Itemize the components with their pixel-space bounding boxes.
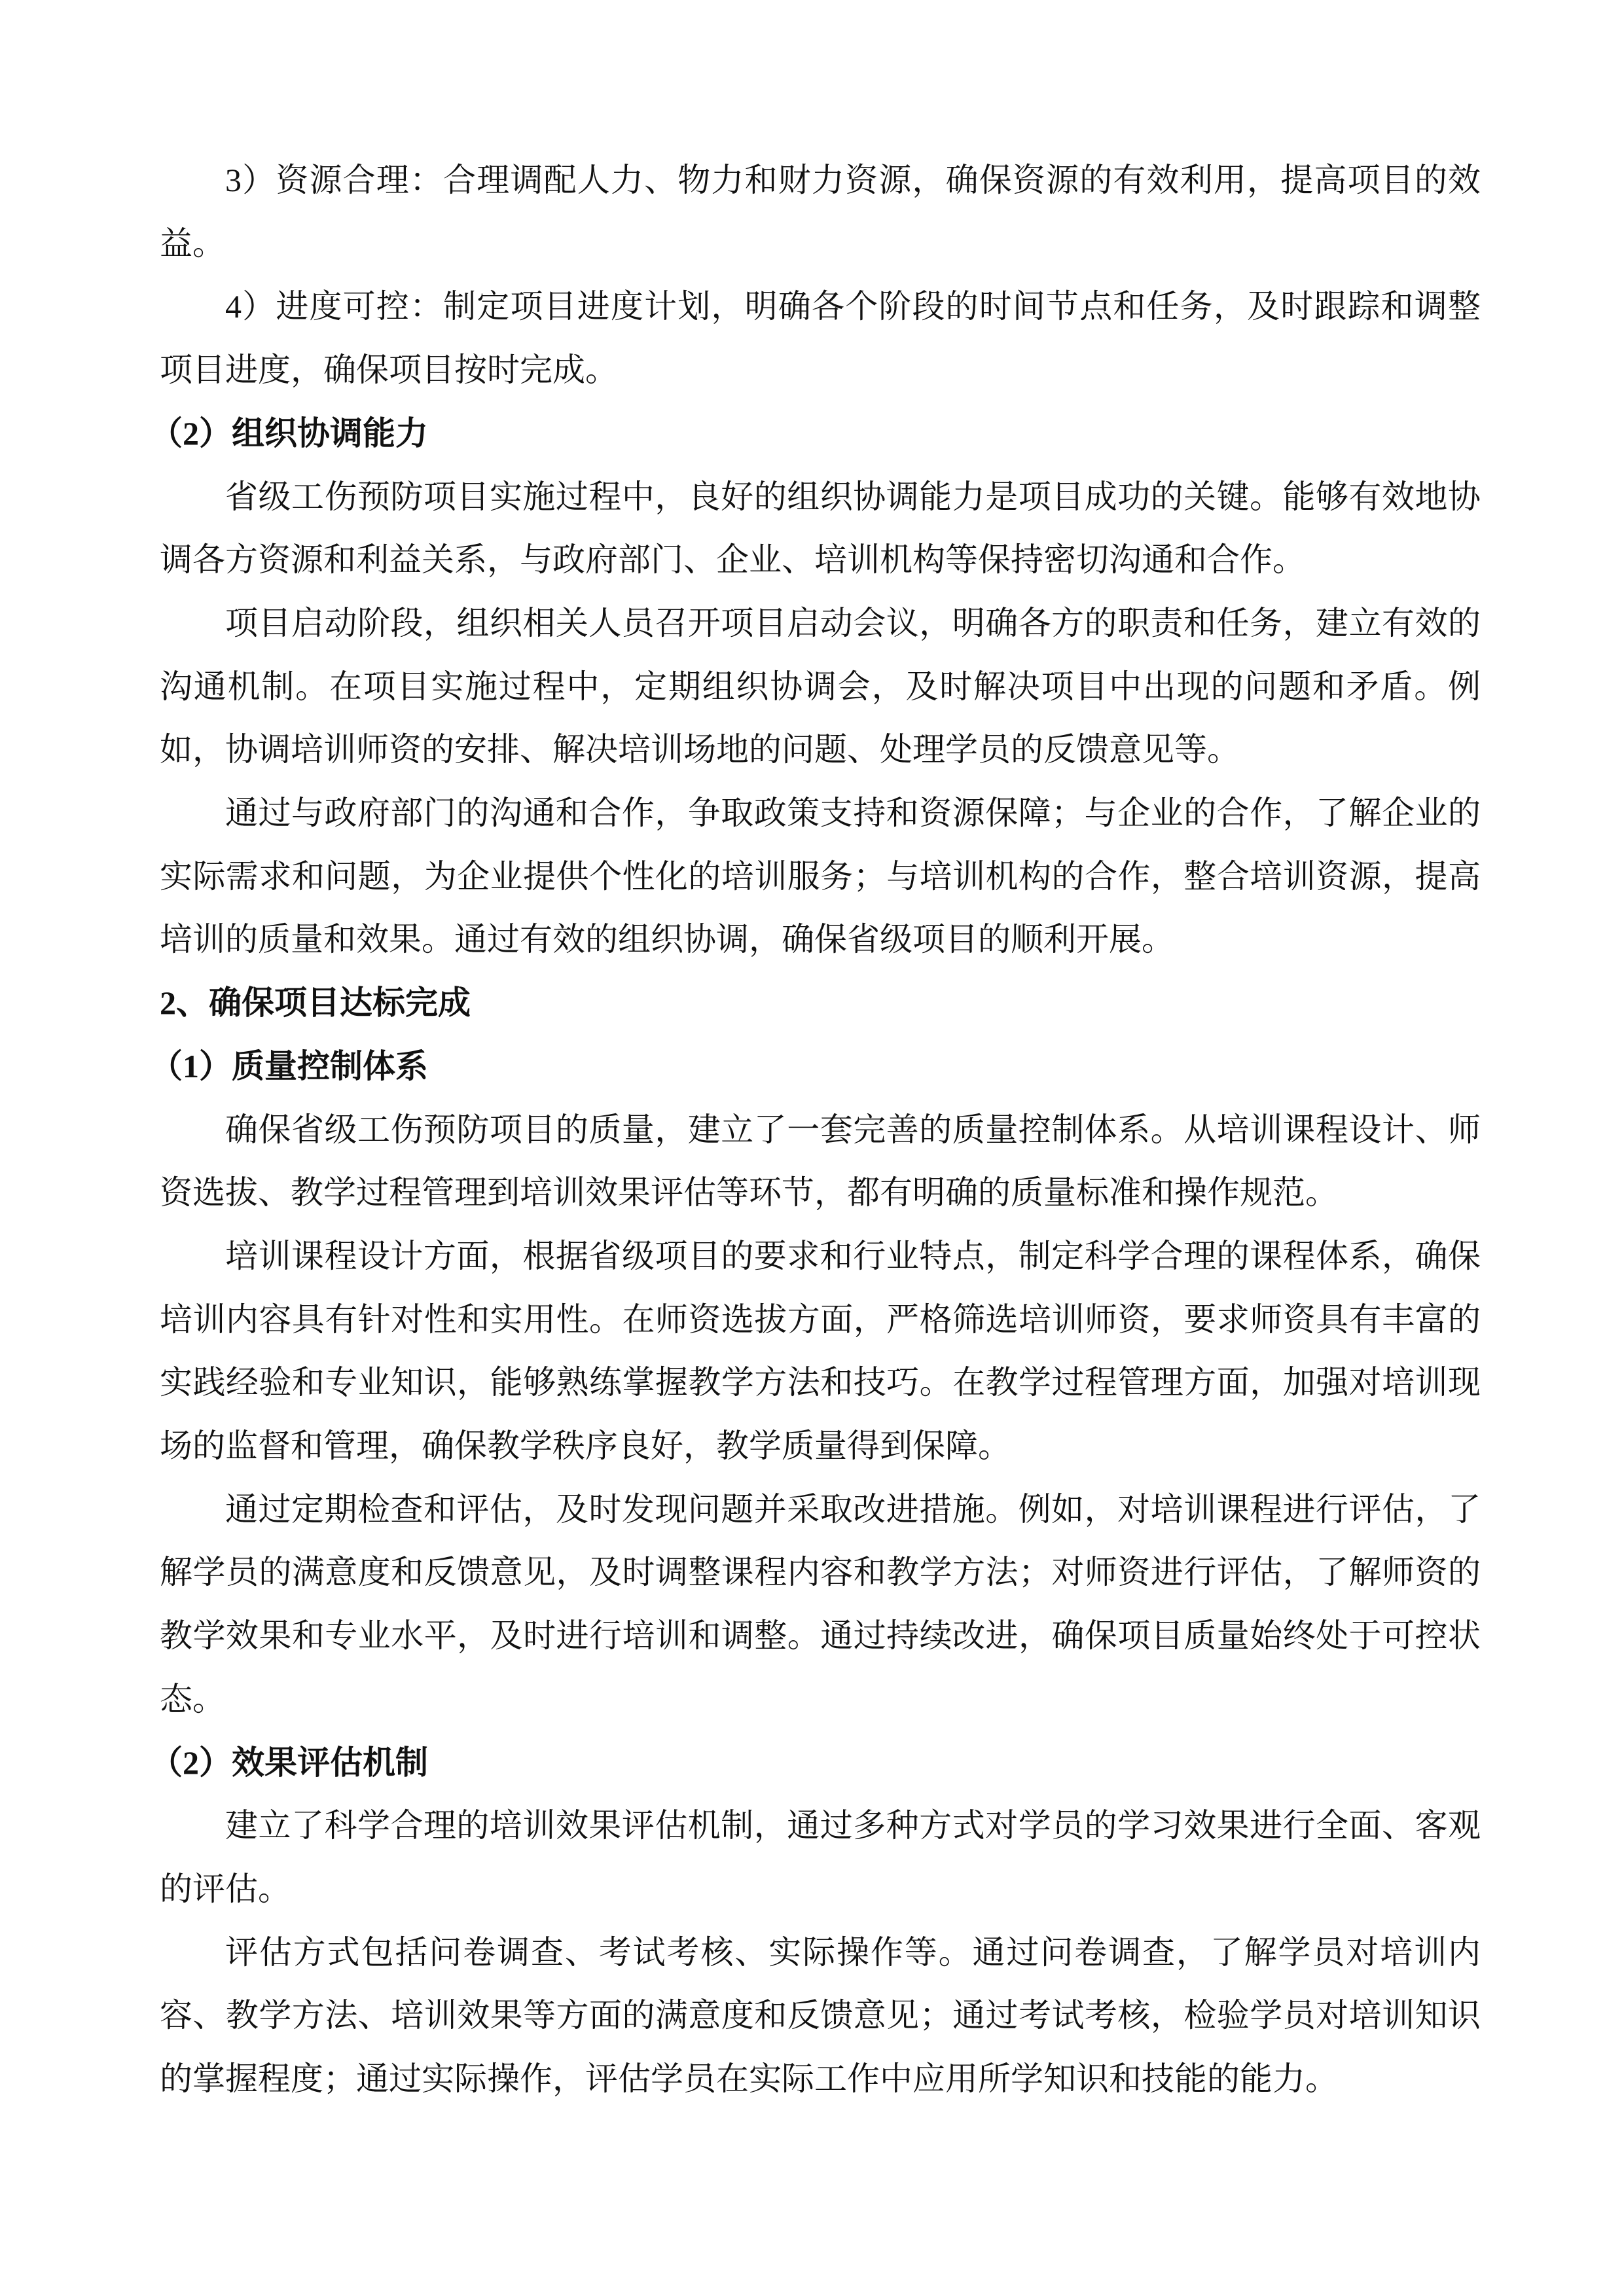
heading-evaluation: （2）效果评估机制	[150, 1744, 428, 1781]
paragraph-evaluation-intro: 建立了科学合理的培训效果评估机制，通过多种方式对学员的学习效果进行全面、客观的评估。	[160, 1807, 1481, 1907]
paragraph-inspection: 通过定期检查和评估，及时发现问题并采取改进措施。例如，对培训课程进行评估，了解学员的满意度和反馈意见，及时调整课程内容和教学方法；对师资进行评估，了解师资的教学效果和专业水平，及时进行培训和调整。通过持续改进，确保项目质量始终处于可控状态。	[160, 1490, 1481, 1717]
paragraph-resources: 3）资源合理：合理调配人力、物力和财力资源，确保资源的有效利用，提高项目的效益。	[160, 162, 1481, 262]
paragraph-schedule: 4）进度可控：制定项目进度计划，明确各个阶段的时间节点和任务，及时跟踪和调整项目进度，确保项目按时完成。	[160, 288, 1481, 389]
paragraph-organization-intro: 省级工伤预防项目实施过程中，良好的组织协调能力是项目成功的关键。能够有效地协调各方资源和利益关系，与政府部门、企业、培训机构等保持密切沟通和合作。	[160, 478, 1481, 579]
paragraph-quality-intro: 确保省级工伤预防项目的质量，建立了一套完善的质量控制体系。从培训课程设计、师资选拔、教学过程管理到培训效果评估等环节，都有明确的质量标准和操作规范。	[160, 1111, 1481, 1211]
paragraph-project-launch: 项目启动阶段，组织相关人员召开项目启动会议，明确各方的职责和任务，建立有效的沟通机制。在项目实施过程中，定期组织协调会，及时解决项目中出现的问题和矛盾。例如，协调培训师资的安排、解决培训场地的问题、处理学员的反馈意见等。	[160, 604, 1481, 768]
paragraph-cooperation: 通过与政府部门的沟通和合作，争取政策支持和资源保障；与企业的合作，了解企业的实际需求和问题，为企业提供个性化的培训服务；与培训机构的合作，整合培训资源，提高培训的质量和效果。通过有效的组织协调，确保省级项目的顺利开展。	[160, 795, 1481, 958]
document-page	[150, 149, 1481, 2111]
heading-ensure-completion: 2、确保项目达标完成	[160, 984, 471, 1022]
heading-organization: （2）组织协调能力	[150, 414, 428, 452]
paragraph-course-design: 培训课程设计方面，根据省级项目的要求和行业特点，制定科学合理的课程体系，确保培训内容具有针对性和实用性。在师资选拔方面，严格筛选培训师资，要求师资具有丰富的实践经验和专业知识，能够熟练掌握教学方法和技巧。在教学过程管理方面，加强对培训现场的监督和管理，确保教学秩序良好，教学质量得到保障。	[160, 1237, 1481, 1465]
paragraph-evaluation-methods: 评估方式包括问卷调查、考试考核、实际操作等。通过问卷调查，了解学员对培训内容、教学方法、培训效果等方面的满意度和反馈意见；通过考试考核，检验学员对培训知识的掌握程度；通过实际操作，评估学员在实际工作中应用所学知识和技能的能力。	[160, 1933, 1481, 2098]
heading-quality-control: （1）质量控制体系	[150, 1047, 428, 1085]
